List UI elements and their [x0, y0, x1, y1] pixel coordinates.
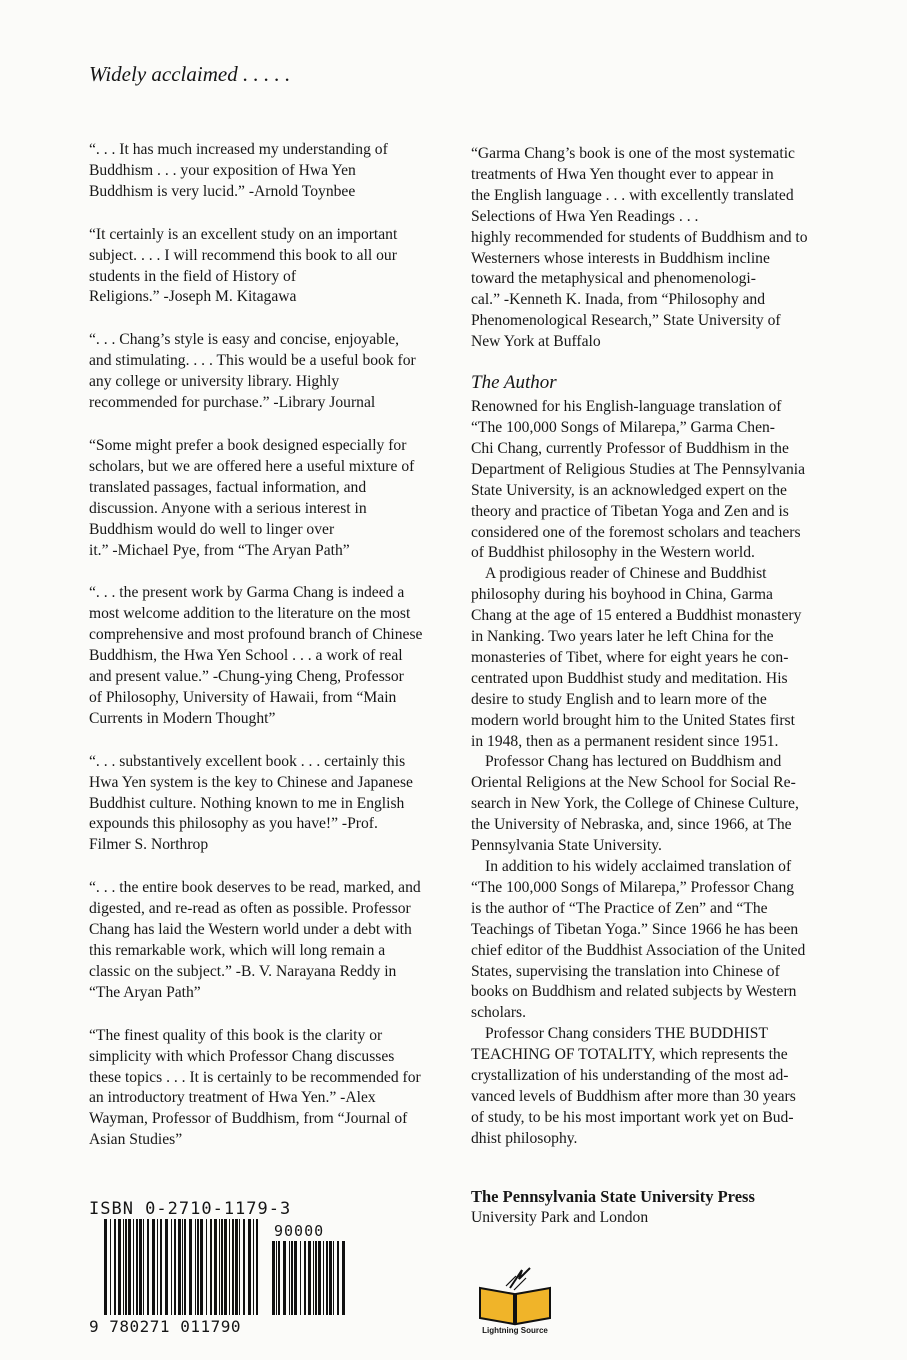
isbn-barcode: [86, 1199, 356, 1341]
review-quote: “The finest quality of this book is the clarity or simplicity with which Professor Chang discusses these topics . . . It is certainly to be recommended for an introductory treatment of Hwa Yen.” -Alex Wayman, Professor of Buddhism, from “Journal of Asian Studies”: [89, 1026, 421, 1149]
price-code: 90000: [274, 1222, 325, 1240]
author-paragraph: Renowned for his English-language translation of “The 100,000 Songs of Milarepa,” Garma Chen- Chi Chang, currently Professor of Buddhism in the Department of Religious Studies at The Pennsylvania State University, is an acknowledged expert on the theory and practice of Tibetan Yoga and Zen and is considered one of the foremost scholars and teachers of Buddhist philosophy in the Western world.: [471, 398, 806, 562]
review-quote: “. . . Chang’s style is easy and concise, enjoyable, and stimulating. . . . This would be a useful book for any college or university library. Highly recommended for purchase.” -Library Journal: [89, 331, 416, 412]
isbn-number: ISBN 0-2710-1179-3: [89, 1199, 292, 1219]
printer-logo-caption: Lightning Source: [482, 1326, 548, 1335]
barcode-digits: 9 780271 011790: [89, 1317, 241, 1336]
printer-logo: [470, 1266, 560, 1344]
author-section-title: The Author: [471, 372, 557, 394]
right-column: [471, 144, 829, 1150]
author-paragraph: Professor Chang has lectured on Buddhism and Oriental Religions at the New School for Social Re- search in New York, the College of Chinese Culture, the University of Nebraska, and, since 1966, at The Pennsylvania State University.: [471, 753, 799, 855]
author-paragraph: Professor Chang considers THE BUDDHIST TEACHING OF TOTALITY, which represents the crystallization of his understanding of the most ad- vanced levels of Buddhism after more than 30 years of study, to be his most important work yet on Bud- dhist philosophy.: [471, 1025, 796, 1147]
publisher-place: University Park and London: [471, 1209, 649, 1226]
left-quotes-column: [89, 140, 445, 1173]
review-quote: “Garma Chang’s book is one of the most systematic treatments of Hwa Yen thought ever to appear in the English language . . . with excellently translated Selections of Hwa Yen Readings . . . highly recommended for students of Buddhism and to Westerners whose interests in Buddhism incline toward the metaphysical and phenomenologi- cal.” -Kenneth K. Inada, from “Philosophy and Phenomenological Research,” State University of New York at Buffalo: [471, 145, 808, 351]
open-book-with-lightning-icon: [470, 1266, 560, 1326]
review-quote: “. . . substantively excellent book . . . certainly this Hwa Yen system is the key to Chinese and Japanese Buddhist culture. Nothing known to me in English expounds this philosophy as you have!” -Prof. Filmer S. Northrop: [89, 752, 413, 854]
publisher-name: The Pennsylvania State University Press: [471, 1187, 755, 1206]
author-paragraph: In addition to his widely acclaimed translation of “The 100,000 Songs of Milarepa,” Professor Chang is the author of “The Practice of Zen” and “The Teachings of Tibetan Yoga.” Since 1966 he has been chief editor of the Buddhist Association of the United States, supervising the translation into Chinese of books on Buddhism and related subjects by Western scholars.: [471, 858, 806, 1022]
review-quote: “Some might prefer a book designed especially for scholars, but we are offered here a useful mixture of translated passages, factual information, and discussion. Anyone with a serious interest in Buddhism would do well to linger over it.” -Michael Pye, from “The Aryan Path”: [89, 436, 415, 559]
review-quote: “. . . the entire book deserves to be read, marked, and digested, and re-read as often as possible. Professor Chang has laid the Western world under a debt with this remarkable work, which will long remain a classic on the subject.” -B. V. Narayana Reddy in “The Aryan Path”: [89, 879, 421, 1001]
review-quote: “It certainly is an excellent study on an important subject. . . . I will recommend this book to all our students in the field of History of Religions.” -Joseph M. Kitagawa: [89, 225, 398, 306]
review-quote: “. . . the present work by Garma Chang is indeed a most welcome addition to the literature on the most comprehensive and most profound branch of Chinese Buddhism, the Hwa Yen School . . . a work of real and present value.” -Chung-ying Cheng, Professor of Philosophy, University of Hawaii, from “Main Currents in Modern Thought”: [89, 584, 423, 727]
author-paragraph: A prodigious reader of Chinese and Buddhist philosophy during his boyhood in China, Garma Chang at the age of 15 entered a Buddhist monastery in Nanking. Two years later he left China for the monasteries of Tibet, where for eight years he con- centrated upon Buddhist study and meditation. His desire to study English and to learn more of the modern world brought him to the United States first in 1948, then as a permanent resident since 1951.: [471, 565, 802, 750]
publisher-block: [471, 1186, 755, 1228]
review-quote: “. . . It has much increased my understanding of Buddhism . . . your exposition of Hwa Yen Buddhism is very lucid.” -Arnold Toynbee: [89, 141, 388, 200]
page-heading: Widely acclaimed . . . . .: [89, 62, 291, 86]
author-section: [471, 371, 829, 1150]
